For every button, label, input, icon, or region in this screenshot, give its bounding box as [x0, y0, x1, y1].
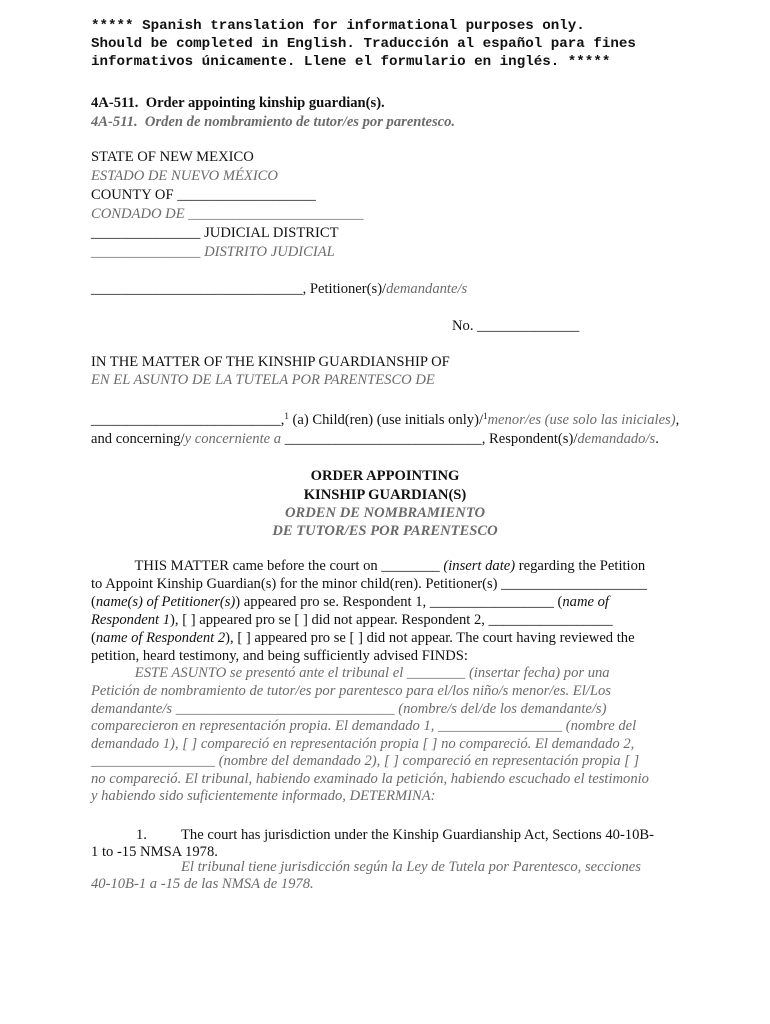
body-en-line-2: to Appoint Kinship Guardian(s) for the minor child(ren). Petitioner(s) ____________________ — [91, 576, 648, 592]
heading-line-1: ORDER APPOINTING — [310, 468, 460, 484]
state-en: STATE OF NEW MEXICO — [91, 149, 254, 165]
form-title-es: 4A-511. Orden de nombramiento de tutor/es por parentesco. — [91, 114, 456, 130]
body-en-line-3 — [91, 593, 609, 611]
period: . — [655, 431, 659, 447]
state-es: ESTADO DE NUEVO MÉXICO — [91, 168, 278, 184]
body-es-line-6: _________________ (nombre del demandado 2), [ ] compareció en representación propia [ ] — [91, 753, 640, 769]
petitioner-es: demandante/s — [386, 281, 468, 297]
finding-1-en-line-2: 1 to -15 NMSA 1978. — [91, 844, 218, 860]
petitioner-line — [91, 280, 467, 298]
heading-line-4: DE TUTOR/ES POR PARENTESCO — [272, 523, 498, 539]
footnote-ref-1: 1 — [284, 411, 289, 421]
district-en: _______________ JUDICIAL DISTRICT — [91, 225, 339, 241]
concerning-es: y concerniente a — [184, 431, 282, 447]
disclaimer-line-2: Should be completed in English. Traducción al español para fines — [91, 36, 636, 52]
body-es-line-8: y habiendo sido suficientemente informado, DETERMINA: — [91, 788, 436, 804]
case-number: No. ______________ — [452, 318, 580, 334]
body-en-5b: name of Respondent 2 — [95, 630, 226, 646]
body-en-3a: ( — [91, 594, 96, 610]
county-es: CONDADO DE ________________________ — [91, 206, 364, 222]
child-es: menor/es (use solo las iniciales) — [487, 412, 676, 428]
body-en-3c: ) appeared pro se. Respondent 1, _________________ ( — [235, 594, 563, 610]
child-blank: __________________________, — [91, 412, 285, 428]
body-en-5a: ( — [91, 630, 96, 646]
heading-line-3: ORDEN DE NOMBRAMIENTO — [284, 505, 486, 521]
body-en-4b: Respondent 1 — [91, 612, 171, 628]
form-title-en: 4A-511. Order appointing kinship guardian(s). — [91, 95, 385, 111]
disclaimer-line-3: informativos únicamente. Llene el formulario en inglés. ***** — [91, 54, 611, 70]
body-en-1c: regarding the Petition — [515, 558, 646, 574]
petitioner-blank: _____________________________, Petitioner(s)/ — [91, 281, 387, 297]
county-en: COUNTY OF ___________________ — [91, 187, 316, 203]
concerning-line — [91, 430, 659, 448]
body-en-3d: name of — [562, 594, 609, 610]
body-en-4c: ), [ ] appeared pro se [ ] did not appear. Respondent 2, _________________ — [170, 612, 613, 628]
body-en-1b: (insert date) — [443, 558, 516, 574]
finding-1-number: 1. — [136, 827, 147, 843]
finding-1-es-line-1: El tribunal tiene jurisdicción según la Ley de Tutela por Parentesco, secciones — [181, 859, 641, 875]
body-en-line-6: petition, heard testimony, and being sufficiently advised FINDS: — [91, 648, 468, 664]
finding-1-es-line-2: 40-10B-1 a -15 de las NMSA de 1978. — [91, 876, 314, 892]
body-en-5c: ), [ ] appeared pro se [ ] did not appear. The court having reviewed the — [225, 630, 635, 646]
body-en-line-5 — [91, 629, 635, 647]
matter-es: EN EL ASUNTO DE LA TUTELA POR PARENTESCO DE — [91, 372, 435, 388]
body-en-1a: THIS MATTER came before the court on ________ — [91, 558, 444, 574]
finding-1-en-line-1: The court has jurisdiction under the Kinship Guardianship Act, Sections 40-10B- — [181, 827, 654, 843]
concerning-en: and concerning/ — [91, 431, 185, 447]
child-line — [91, 411, 679, 429]
body-en-line-1 — [91, 557, 645, 575]
body-es-line-2: Petición de nombramiento de tutor/es por parentesco para el/los niño/s menor/es. El/Los — [91, 683, 611, 699]
respondent-es: demandado/s — [577, 431, 656, 447]
district-es: _______________ DISTRITO JUDICIAL — [91, 244, 335, 260]
body-es-line-4: comparecieron en representación propia. El demandado 1, _________________ (nombre del — [91, 718, 637, 734]
body-es-line-1: ESTE ASUNTO se presentó ante el tribunal el ________ (insertar fecha) por una — [91, 665, 610, 681]
heading-line-2: KINSHIP GUARDIAN(S) — [303, 487, 467, 503]
body-en-line-4 — [91, 611, 613, 629]
body-en-3b: name(s) of Petitioner(s) — [95, 594, 236, 610]
body-es-line-3: demandante/s ______________________________ (nombre/s del/de los demandante/s) — [91, 701, 607, 717]
concerning-blank: ___________________________, Respondent(s)/ — [281, 431, 578, 447]
matter-en: IN THE MATTER OF THE KINSHIP GUARDIANSHIP OF — [91, 354, 450, 370]
body-es-line-7: no compareció. El tribunal, habiendo examinado la petición, habiendo escuchado el testimonio — [91, 771, 649, 787]
body-es-line-5: demandado 1), [ ] compareció en representación propia [ ] no compareció. El demandado 2, — [91, 736, 635, 752]
child-end: , — [675, 412, 680, 428]
footnote-ref-2: 1 — [483, 411, 488, 421]
child-en: (a) Child(ren) (use initials only)/ — [288, 412, 484, 428]
disclaimer-line-1: ***** Spanish translation for informational purposes only. — [91, 18, 585, 34]
